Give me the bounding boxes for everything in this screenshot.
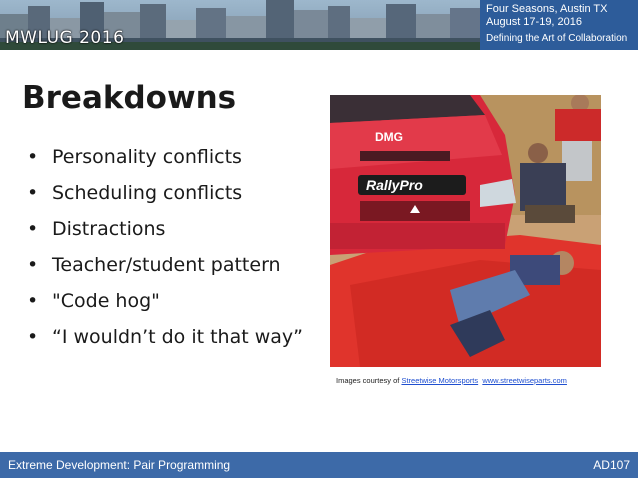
bullet-item xyxy=(24,178,324,214)
session-title: Extreme Development: Pair Programming xyxy=(8,458,231,472)
car-sticker-text: RallyPro xyxy=(366,177,423,193)
bullet-text: Scheduling conflicts xyxy=(52,182,243,204)
conference-dates: August 17-19, 2016 xyxy=(486,16,583,28)
streetwise-parts-link[interactable]: www.streetwiseparts.com xyxy=(482,376,567,385)
streetwise-motorsports-link[interactable]: Streetwise Motorsports xyxy=(401,376,479,385)
footer-bar xyxy=(0,452,638,478)
bullet-item xyxy=(24,286,324,322)
slide-title: Breakdowns xyxy=(22,80,237,116)
credit-prefix: Images courtesy of xyxy=(336,376,402,385)
bullet-text: "Code hog" xyxy=(52,290,160,312)
bullet-item xyxy=(24,250,324,286)
bullet-item xyxy=(24,322,324,358)
conference-name: MWLUG 2016 xyxy=(5,28,125,48)
bullet-text: Personality conflicts xyxy=(52,146,242,168)
bullet-item xyxy=(24,142,324,178)
bullet-text: “I wouldn’t do it that way” xyxy=(52,326,303,348)
car-hood-text: DMG xyxy=(375,130,403,144)
header-banner xyxy=(0,0,638,50)
rally-car-photo xyxy=(330,95,601,367)
bullet-icon: • xyxy=(27,182,39,204)
bullet-icon: • xyxy=(27,218,39,240)
bullet-item xyxy=(24,214,324,250)
bullet-list xyxy=(24,142,324,358)
bullet-icon: • xyxy=(27,146,39,168)
conference-info-box xyxy=(480,0,638,50)
image-credit xyxy=(336,376,567,385)
session-code: AD107 xyxy=(593,458,630,472)
bullet-text: Distractions xyxy=(52,218,166,240)
bullet-icon: • xyxy=(27,254,39,276)
bullet-icon: • xyxy=(27,290,39,312)
bullet-text: Teacher/student pattern xyxy=(52,254,281,276)
conference-location: Four Seasons, Austin TX xyxy=(486,3,608,15)
conference-tagline: Defining the Art of Collaboration xyxy=(486,33,628,44)
bullet-icon: • xyxy=(27,326,39,348)
